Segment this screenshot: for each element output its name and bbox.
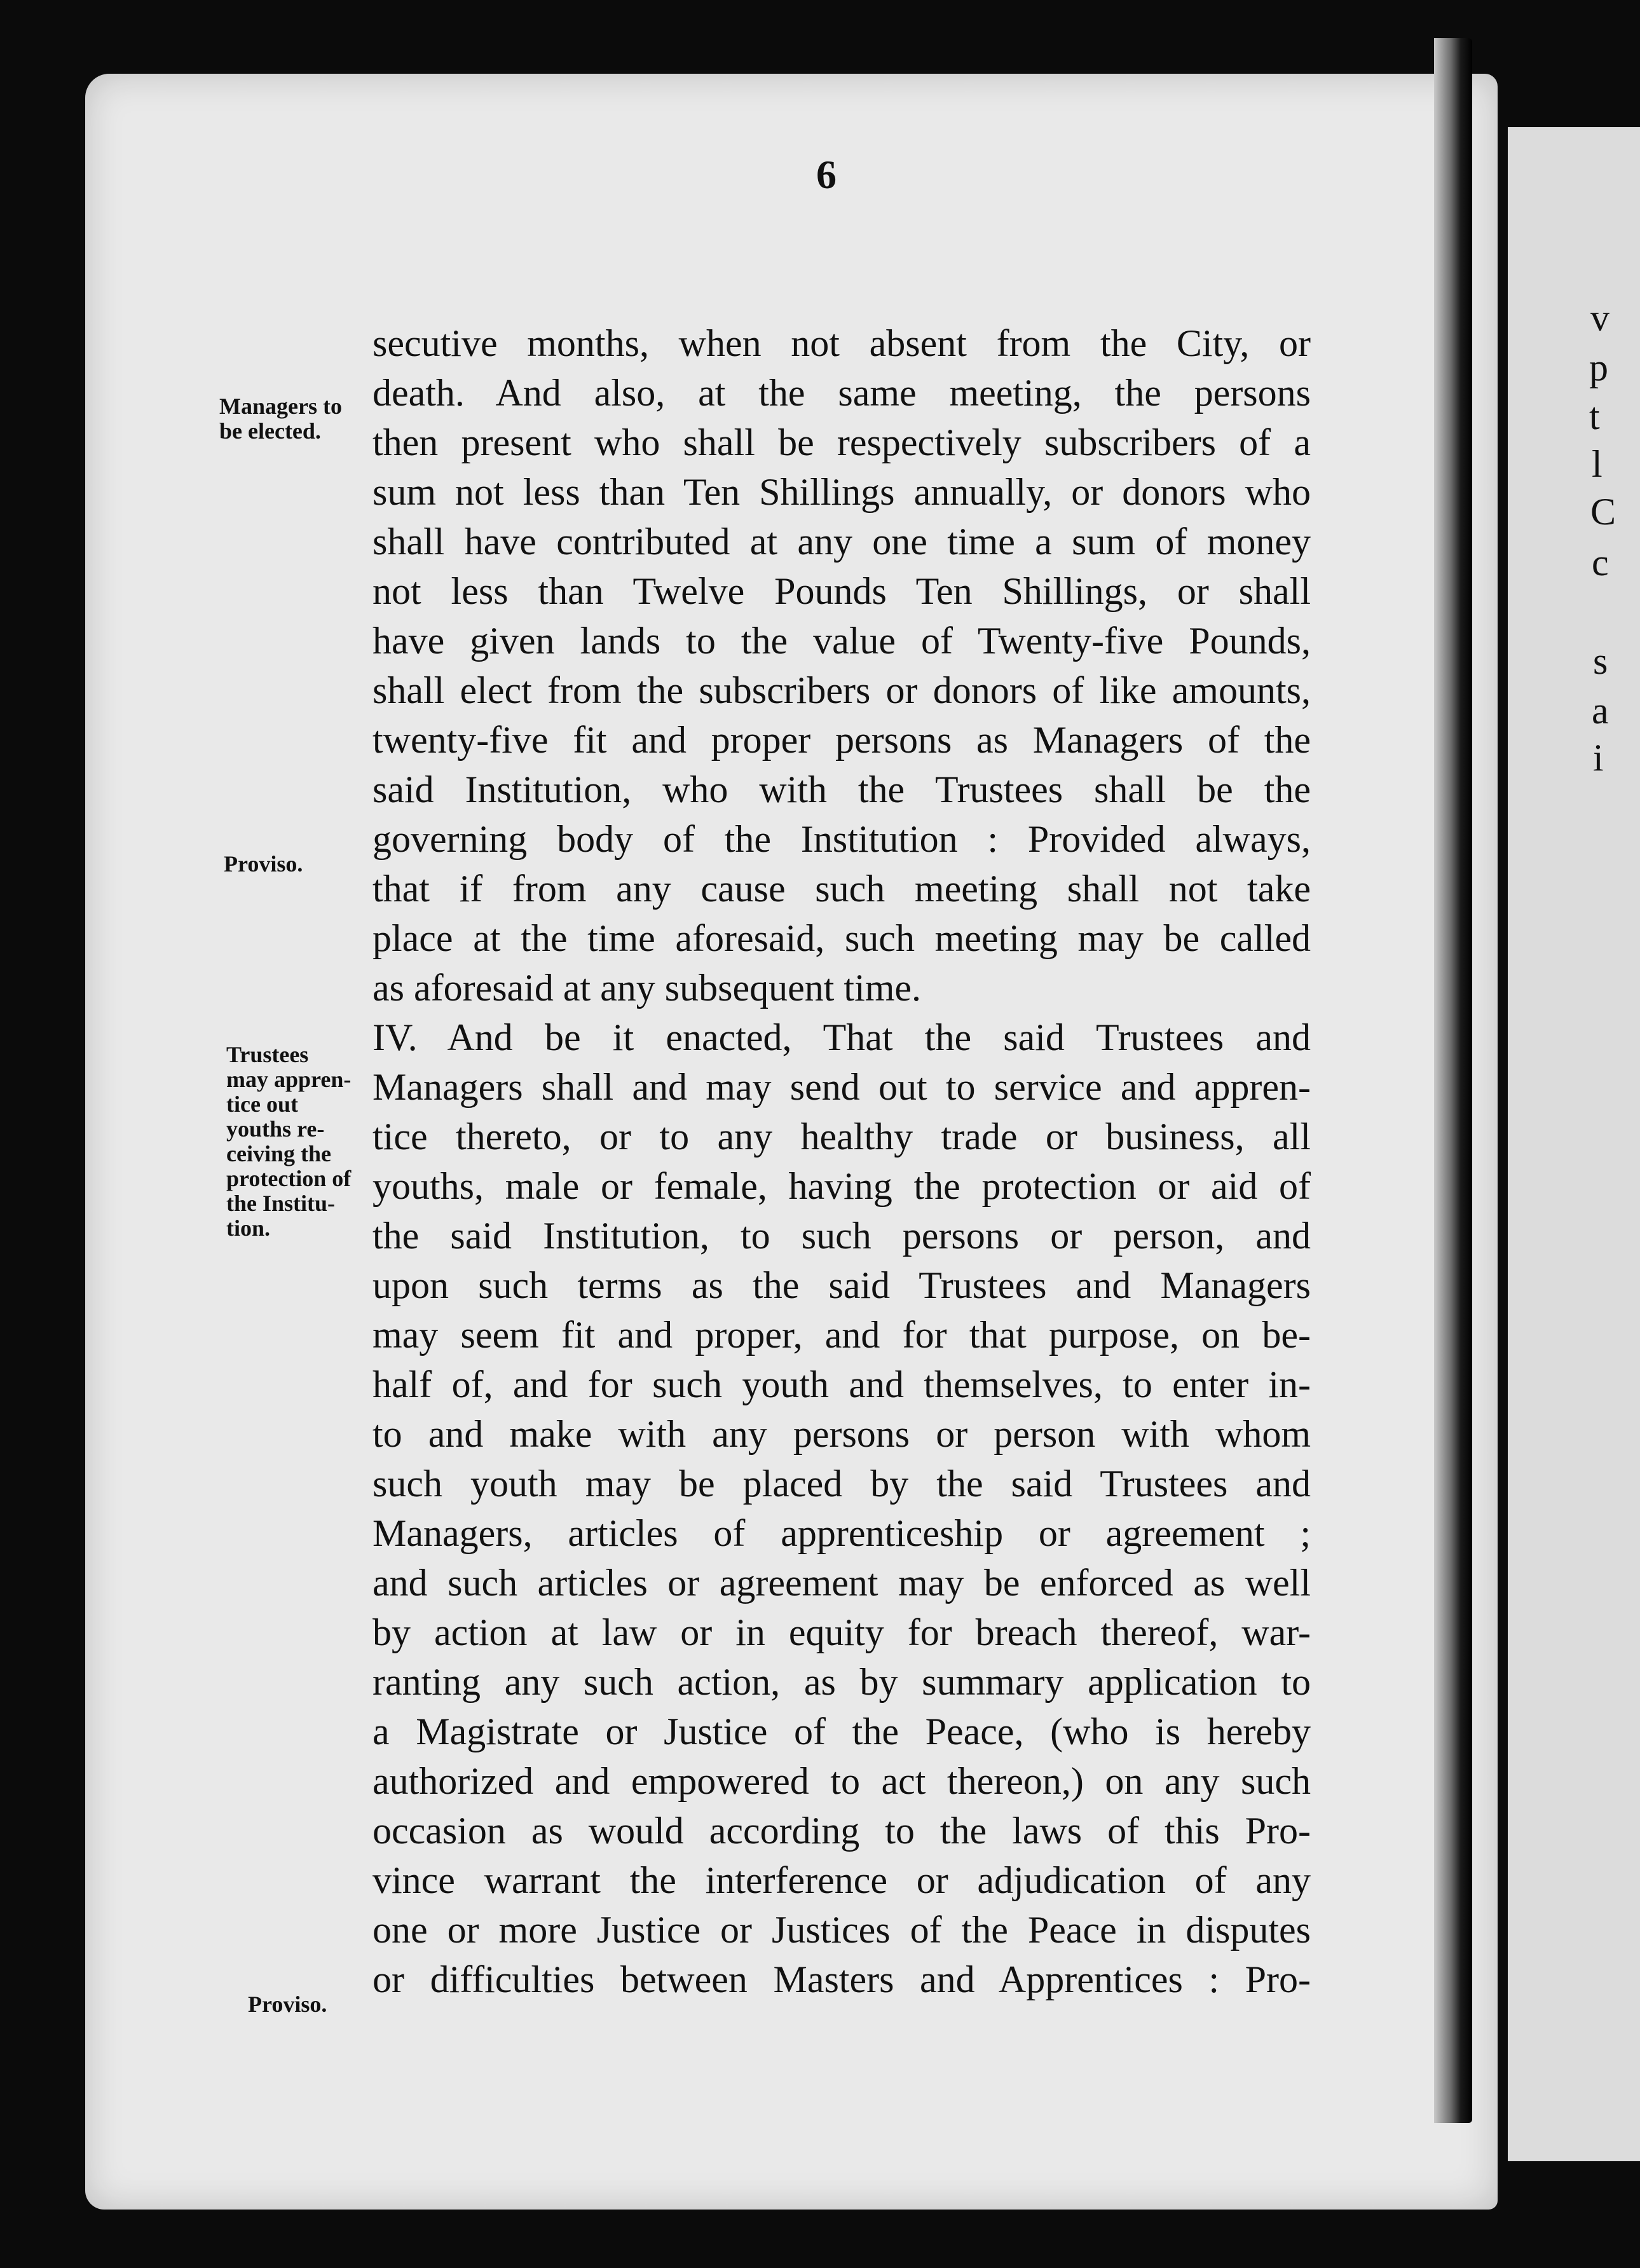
body-line: youths, male or female, having the protection or aid of (372, 1165, 1311, 1207)
facing-page-fragment: C (1590, 491, 1616, 533)
body-line: by action at law or in equity for breach thereof, war- (372, 1611, 1311, 1653)
body-line: may seem fit and proper, and for that purpose, on be- (372, 1314, 1311, 1356)
body-line: governing body of the Institution : Provided always, (372, 818, 1311, 860)
body-line: upon such terms as the said Trustees and Managers (372, 1264, 1311, 1306)
facing-page-fragment: l (1592, 443, 1602, 485)
body-line: have given lands to the value of Twenty-five Pounds, (372, 620, 1311, 662)
body-line: secutive months, when not absent from the City, or (372, 322, 1311, 364)
page-number: 6 (816, 152, 837, 197)
body-line: shall have contributed at any one time a sum of money (372, 521, 1311, 563)
body-line: vince warrant the interference or adjudication of any (372, 1859, 1311, 1901)
body-line: place at the time aforesaid, such meeting may be called (372, 917, 1311, 959)
body-line: and such articles or agreement may be enforced as well (372, 1562, 1311, 1604)
body-line: said Institution, who with the Trustees shall be the (372, 769, 1311, 810)
body-line: authorized and empowered to act thereon,) on any such (372, 1760, 1311, 1802)
body-line: IV. And be it enacted, That the said Trustees and (372, 1016, 1311, 1058)
body-line: as aforesaid at any subsequent time. (372, 967, 922, 1009)
body-line: not less than Twelve Pounds Ten Shillings, or shall (372, 570, 1311, 612)
body-line: tice thereto, or to any healthy trade or business, all (372, 1116, 1311, 1158)
facing-page-edge (1508, 127, 1640, 2161)
body-line: such youth may be placed by the said Trustees and (372, 1463, 1311, 1505)
facing-page-fragment: v (1590, 297, 1609, 339)
margin-note-proviso: Proviso. (224, 851, 303, 877)
facing-page-fragment: i (1593, 737, 1604, 779)
facing-page-fragment: t (1589, 395, 1600, 437)
facing-page-fragment: s (1593, 640, 1608, 682)
body-line: the said Institution, to such persons or person, and (372, 1215, 1311, 1257)
body-line: then present who shall be respectively subscribers of a (372, 421, 1311, 463)
margin-note-trustees: Trustees may appren- tice out youths re- ceiving the protection of the Institu- tion. (226, 1042, 352, 1241)
body-line: Managers, articles of apprenticeship or agreement ; (372, 1512, 1311, 1554)
body-line: twenty-five fit and proper persons as Managers of the (372, 719, 1311, 761)
body-line: occasion as would according to the laws of this Pro- (372, 1810, 1311, 1852)
body-line: ranting any such action, as by summary application to (372, 1661, 1311, 1703)
body-line: to and make with any persons or person with whom (372, 1413, 1311, 1455)
facing-page-fragment: p (1589, 346, 1608, 388)
body-line: one or more Justice or Justices of the Peace in disputes (372, 1909, 1311, 1951)
body-line: sum not less than Ten Shillings annually, or donors who (372, 471, 1311, 513)
book-gutter (1434, 38, 1472, 2123)
body-line: death. And also, at the same meeting, the persons (372, 372, 1311, 414)
margin-note-managers: Managers to be elected. (219, 393, 342, 444)
body-line: or difficulties between Masters and Apprentices : Pro- (372, 1958, 1311, 2000)
facing-page-fragment: a (1592, 690, 1609, 732)
body-line: Managers shall and may send out to service and appren- (372, 1066, 1311, 1108)
body-line: a Magistrate or Justice of the Peace, (who is hereby (372, 1711, 1311, 1752)
body-line: that if from any cause such meeting shall not take (372, 868, 1311, 910)
body-line: half of, and for such youth and themselves, to enter in- (372, 1363, 1311, 1405)
body-line: shall elect from the subscribers or donors of like amounts, (372, 669, 1311, 711)
facing-page-fragment: c (1592, 542, 1609, 584)
margin-note-proviso: Proviso. (248, 1991, 327, 2017)
